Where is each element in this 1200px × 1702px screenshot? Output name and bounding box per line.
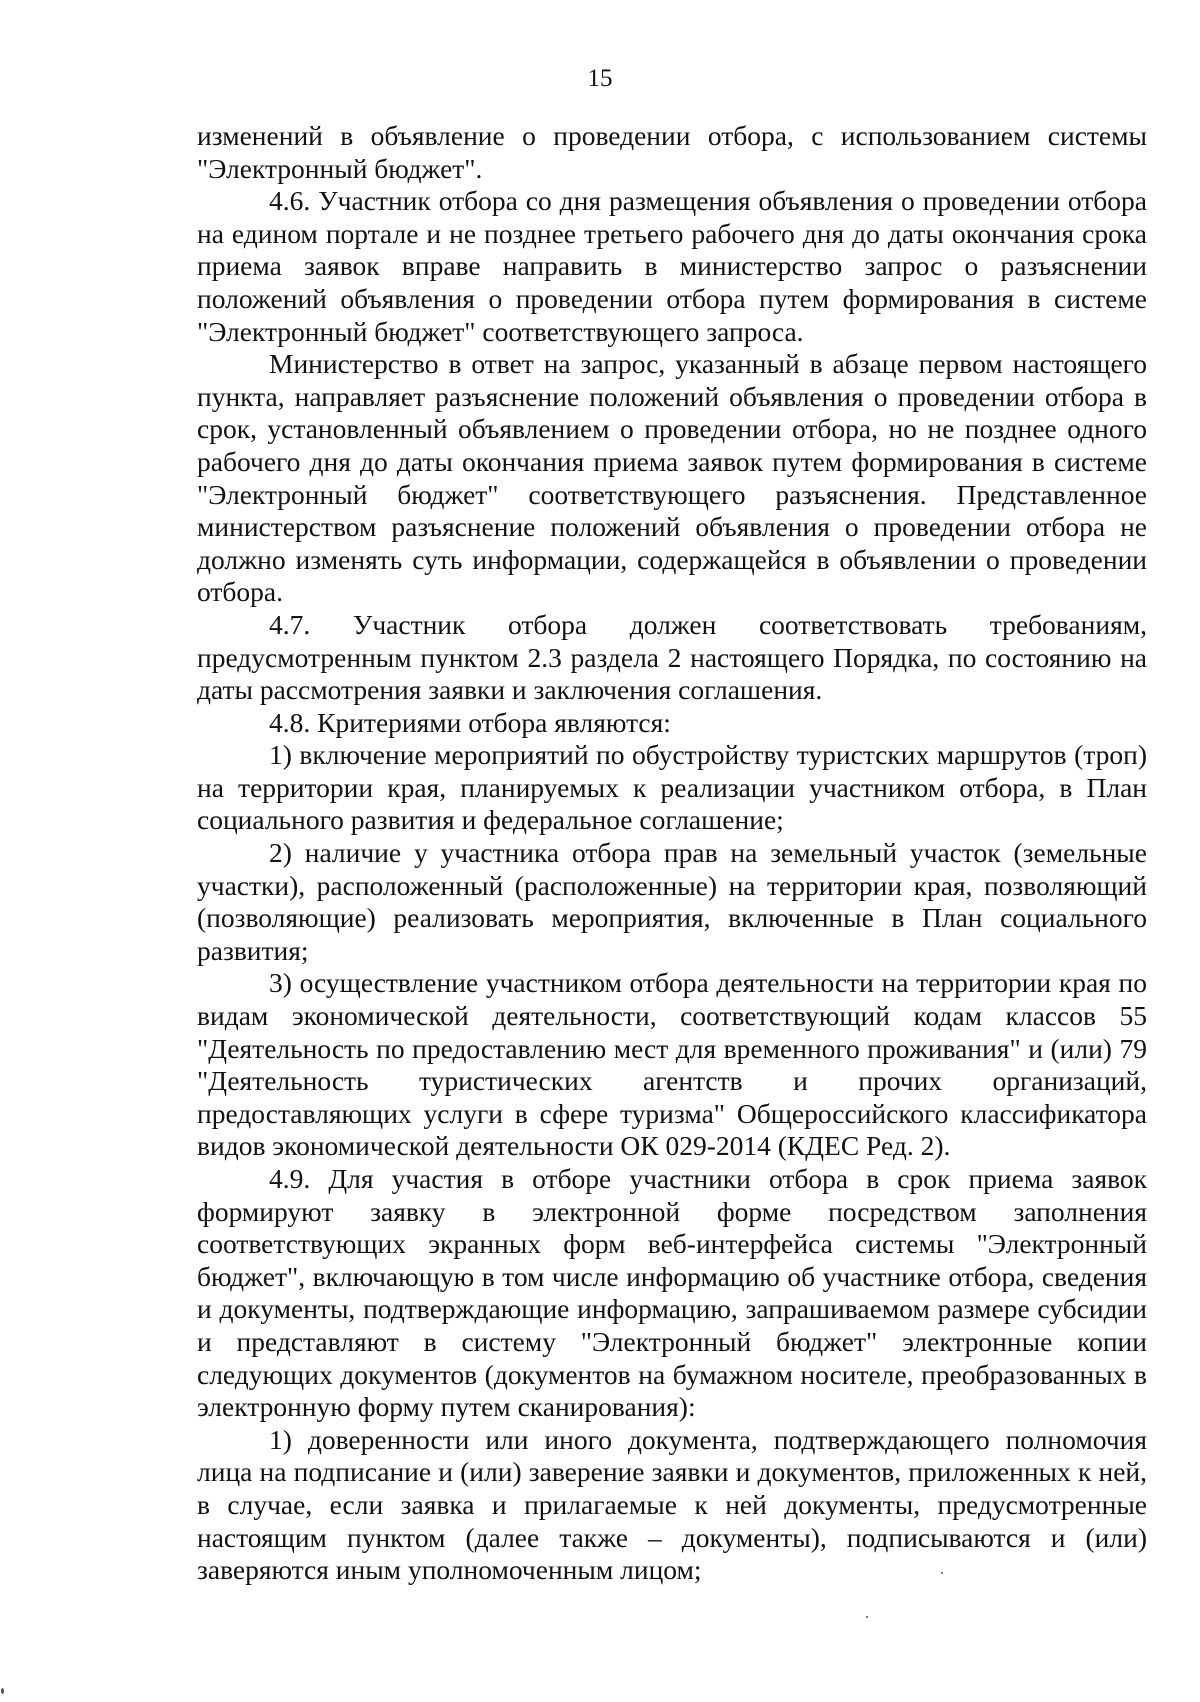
scan-speck [866, 1616, 868, 1618]
paragraph-4-8-item-2: 2) наличие у участника отбора прав на земельный участок (земельные участки), расположенный (расположенные) на территории края, позволяющий (позволяющие) реализовать мероприятия, включенные в План социального развития; [197, 837, 1147, 966]
paragraph-4-9-item-1: 1) доверенности или иного документа, подтверждающего полномочия лица на подписание и (или) заверение заявки и документов, приложенных к ней, в случае, если заявка и прилагаемые к ней документы, предусмотренные настоящим пунктом (далее также – документы), подписываются и (или) заверяются иным уполномоченным лицом; [197, 1423, 1147, 1586]
document-body [197, 120, 1147, 1587]
paragraph-4-8: 4.8. Критериями отбора являются: [269, 706, 671, 738]
paragraph-4-6: 4.6. Участник отбора со дня размещения объявления о проведении отбора на едином портале и не позднее третьего рабочего дня до даты окончания срока приема заявок вправе направить в министерство запрос о разъяснении положений объявления о проведении отбора путем формирования в системе "Электронный бюджет" соответствующего запроса. [197, 185, 1147, 347]
paragraph-4-9: 4.9. Для участия в отборе участники отбора в срок приема заявок формируют заявку в электронной форме посредством заполнения соответствующих экранных форм веб-интерфейса системы "Электронный бюджет", включающую в том числе информацию об участнике отбора, сведения и документы, подтверждающие информацию, запрашиваемом размере субсидии и представляют в систему "Электронный бюджет" электронные копии следующих документов (документов на бумажном носителе, преобразованных в электронную форму путем сканирования): [197, 1163, 1147, 1423]
paragraph-4-7: 4.7. Участник отбора должен соответствовать требованиям, предусмотренным пунктом 2.3 раздела 2 настоящего Порядка, по состоянию на даты рассмотрения заявки и заключения соглашения. [197, 608, 1147, 706]
scan-speck [941, 1572, 943, 1574]
paragraph-4-8-item-3: 3) осуществление участником отбора деятельности на территории края по видам экономической деятельности, соответствующий кодам классов 55 "Деятельность по предоставлению мест для временного проживания" и (или) 79 "Деятельность туристических агентств и прочих организаций, предоставляющих услуги в сфере туризма" Общероссийского классификатора видов экономической деятельности ОК 029-2014 (КДЕС Ред. 2). [197, 967, 1147, 1162]
paragraph-4-8-item-1: 1) включение мероприятий по обустройству туристских маршрутов (троп) на территории края, планируемых к реализации участником отбора, в План социального развития и федеральное соглашение; [197, 739, 1147, 836]
paragraph-ministry-response: Министерство в ответ на запрос, указанный в абзаце первом настоящего пункта, направляет разъяснение положений объявления о проведении отбора в срок, установленный объявлением о проведении отбора, но не позднее одного рабочего дня до даты окончания приема заявок путем формирования в системе "Электронный бюджет" соответствующего разъяснения. Представленное министерством разъяснение положений объявления о проведении отбора не должно изменять суть информации, содержащейся в объявлении о проведении отбора. [197, 348, 1147, 608]
paragraph-continuation: изменений в объявление о проведении отбора, с использованием системы "Электронный бюджет". [197, 120, 1147, 184]
scan-speck [1, 1688, 4, 1694]
page-number: 15 [587, 65, 613, 92]
